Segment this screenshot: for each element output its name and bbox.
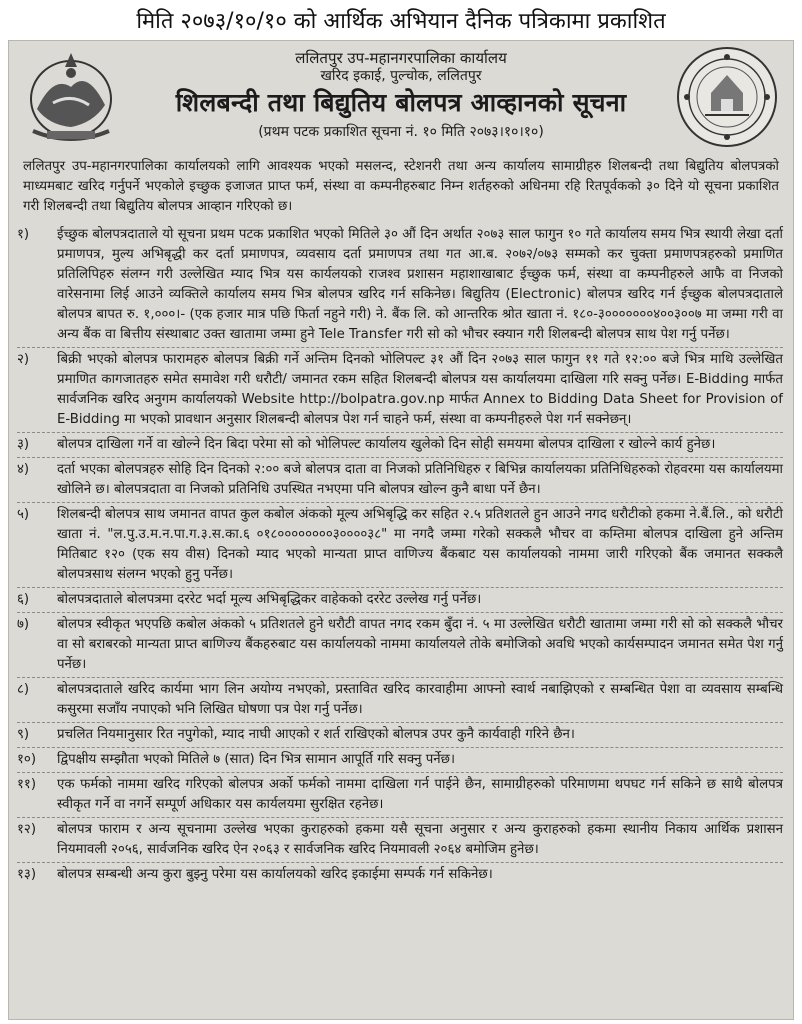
list-item	[17, 863, 783, 887]
item-number: १०)	[17, 752, 37, 767]
item-number: १)	[17, 227, 30, 242]
list-item	[17, 723, 783, 748]
list-item	[17, 773, 783, 818]
item-text: द्विपक्षीय सम्झौता भएको मितिले ७ (सात) दिन भित्र सामान आपूर्ति गरि सक्नु पर्नेछ।	[57, 752, 456, 767]
item-number: २)	[17, 352, 30, 367]
item-number: १३)	[17, 867, 37, 882]
item-number: ३)	[17, 437, 30, 452]
notice-subtitle: (प्रथम पटक प्रकाशित सूचना नं. १० मिति २०७३।१०।१०)	[258, 124, 544, 140]
item-text: प्रचलित नियमानुसार रित नपुगेको, म्याद नाघी आएको र शर्त राखिएको बोलपत्र उपर कुनै कार्यवाही गरिने छैन।	[57, 727, 575, 742]
list-item	[17, 433, 783, 458]
list-item	[17, 818, 783, 863]
item-text: बोलपत्रदाताले बोलपत्रमा दररेट भर्दा मूल्य अभिबृद्धिकर वाहेकको दररेट उल्लेख गर्नु पर्नेछ।	[57, 592, 482, 607]
item-number: ४)	[17, 462, 30, 477]
item-text: बिक्री भएको बोलपत्र फारामहरु बोलपत्र बिक्री गर्ने अन्तिम दिनको भोलिपल्ट ३१ औं दिन २०७३ साल फागुन ११ गते १२:०० बजे भित्र माथि उल्लेखित प्रमाणित कागजातहरु समेत समावेश गरी धरौटी/ जमानत रकम सहित शिलबन्दी बोलपत्र यस कार्यालयमा दाखिला गरि सक्नु पर्नेछ। E-Bidding मार्फत सार्वजनिक खरिद अनुगम कार्यालयको Website http://bolpatra.gov.np मार्फत Annex to Bidding Data Sheet for Provision of E-Bidding मा भएको प्रावधान अनुसार शिलबन्दी बोलपत्र पेश गर्न चाहने फर्म, संस्था वा कम्पनीहरुले पेश गर्न सक्नेछन्।	[57, 352, 783, 427]
item-number: ७)	[17, 617, 30, 632]
list-item	[17, 748, 783, 773]
item-number: ११)	[17, 777, 37, 792]
item-text: एक फर्मको नाममा खरिद गरिएको बोलपत्र अर्को फर्मको नाममा दाखिला गर्न पाईने छैन, सामाग्रीहरुको परिमाणमा थपघट गर्न सकिने छ साथै बोलपत्र स्वीकृत गर्ने वा नगर्ने सम्पूर्ण अधिकार यस कार्यलयमा सुरक्षित रहनेछ।	[57, 777, 783, 812]
item-text: दर्ता भएका बोलपत्रहरु सोहि दिन दिनको २:०० बजे बोलपत्र दाता वा निजको प्रतिनिधिहरु र बिभिन्न कार्यालयका प्रतिनिधिहरुको रोहवरमा यस कार्यालयमा खोलिने छ। बोलपत्रदाता वा निजको प्रतिनिधि उपस्थित नभएमा पनि बोलपत्र खोल्न कुनै बाधा पर्ने छैन।	[57, 462, 783, 497]
newspaper-notice	[8, 40, 794, 1020]
item-text: बोलपत्र फाराम र अन्य सूचनामा उल्लेख भएका कुराहरुको हकमा यसै सूचना अनुसार र अन्य कुराहरुको हकमा स्थानीय निकाय आर्थिक प्रशासन नियमावली २०५६, सार्वजनिक खरिद ऐन २०६३ र सार्वजनिक खरिद नियमावली २०६४ बमोजिम हुनेछ।	[57, 822, 784, 857]
office-name: ललितपुर उप-महानगरपालिका कार्यालय	[295, 49, 507, 67]
office-address: खरिद इकाई, पुल्चोक, ललितपुर	[320, 68, 482, 84]
list-item	[17, 678, 783, 723]
item-text: शिलबन्दी बोलपत्र साथ जमानत वापत कुल कबोल अंकको मूल्य अभिबृद्धि कर सहित २.५ प्रतिशतले हुन आउने नगद धरौटीको हकमा ने.बैं.लि., को धरौटी खाता नं. "ल.पु.उ.म.न.पा.ग.३.स.का.६ ०१८००००००००३००००३८" मा नगदै जम्मा गरेको सक्कलै भौचर वा कम्तिमा बोलपत्र दाखिला हुने अन्तिम मितिबाट १२० (एक सय वीस) दिनको म्याद भएको मान्यता प्राप्त वाणिज्य बैंकबाट यस कार्यालयको नाममा जारी गरिएको बैंक जमानत सक्कलै बोलपत्रसाथ संलग्न भएको हुनु पर्नेछ।	[57, 507, 783, 582]
publication-caption: मिति २०७३/१०/१० को आर्थिक अभियान दैनिक पत्रिकामा प्रकाशित	[0, 0, 802, 40]
list-item	[17, 223, 783, 348]
list-item	[17, 588, 783, 613]
list-item	[17, 348, 783, 433]
item-number: ८)	[17, 682, 30, 697]
item-text: बोलपत्र सम्बन्धी अन्य कुरा बुझ्नु परेमा यस कार्यालयको खरिद इकाईमा सम्पर्क गर्न सकिनेछ।	[57, 867, 493, 882]
item-text: बोलपत्र स्वीकृत भएपछि कबोल अंकको ५ प्रतिशतले हुने धरौटी वापत नगद रकम बुँदा नं. ५ मा उल्लेखित धरौटी खातामा जम्मा गरी सो को सक्कलै भौचर वा सो बराबरको मान्यता प्राप्त बाणिज्य बैंकहरुबाट यस कार्यालयको नाममा कार्यालयले तोके बमोजिको अवधि भएको कार्यसम्पादन जमानत समेत पेश गर्नु पर्नेछ।	[57, 617, 783, 672]
list-item	[17, 613, 783, 678]
item-number: ५)	[17, 507, 30, 522]
notice-intro: ललितपुर उप-महानगरपालिका कार्यालयको लागि आवश्यक भएको मसलन्द, स्टेशनरी तथा अन्य कार्यालय सामाग्रीहरु शिलबन्दी तथा बिद्युतिय बोलपत्रको माध्यमबाट खरिद गर्नुपर्ने भएकोले इच्छुक इजाजत प्राप्त फर्म, संस्था वा कम्पनीहरुबाट निम्न शर्तहरुको अधिनमा रहि रितपूर्वकको ३० दिने यो सूचना प्रकाशित गरी शिलबन्दी तथा बिद्युतिय बोलपत्र आव्हान गरिएको छ।	[23, 159, 779, 214]
notice-header	[9, 41, 793, 153]
item-number: ६)	[17, 592, 30, 607]
item-number: १२)	[17, 822, 37, 837]
item-text: बोलपत्रदाताले खरिद कार्यमा भाग लिन अयोग्य नभएको, प्रस्तावित खरिद कारवाहीमा आफ्नो स्वार्थ नबाझिएको र सम्बन्धित पेशा वा व्यवसाय सम्बन्धि कसुरमा सजाँय नपाएको भनि लिखित घोषणा पत्र पेश गर्नु पर्नेछ।	[57, 682, 783, 717]
conditions-list	[17, 223, 783, 887]
list-item	[17, 503, 783, 588]
notice-title: शिलबन्दी तथा बिद्युतिय बोलपत्र आव्हानको सूचना	[175, 88, 627, 117]
item-text: बोलपत्र दाखिला गर्ने वा खोल्ने दिन बिदा परेमा सो को भोलिपल्ट कार्यालय खुलेको दिन सोही समयमा बोलपत्र दाखिला र खोल्ने कार्य हुनेछ।	[57, 437, 716, 452]
list-item	[17, 458, 783, 503]
item-text: ईच्छुक बोलपत्रदाताले यो सूचना प्रथम पटक प्रकाशित भएको मितिले ३० औं दिन अर्थात २०७३ साल फागुन १० गते कार्यालय समय भित्र स्थायी लेखा दर्ता प्रमाणपत्र, मुल्य अभिबृद्धी कर दर्ता प्रमाणपत्र, व्यवसाय दर्ता प्रमाणपत्र तथा गत आ.ब. २०७२/०७३ सम्मको कर चुक्ता प्रमाणपत्रहरुको प्रमाणित प्रतिलिपिहरु संलग्न गरी उल्लेखित म्याद भित्र यस कार्यलयको राजश्व प्रशासन महाशाखाबाट ईच्छुक फर्म, संस्था वा कम्पनीहरुले आफै वा निजको वारेसनामा लिई आउने व्यक्तिले कार्यालय समय भित्र बोलपत्र खरिद गर्न सकिनेछ। बिद्युतिय (Electronic) बोलपत्र खरिद गर्न ईच्छुक बोलपत्रदाताले बोलपत्र बापत रु. १,०००।- (एक हजार मात्र पछि फिर्ता नहुने गरी) ने. बैंक लि. को आन्तरिक श्रोत खाता नं. १८०-३०००००००४००३००७ मा जम्मा गरी वा अन्य बैंक वा बित्तीय संस्थाबाट उक्त खातामा जम्मा हुने Tele Transfer गरी सो को भौचर स्क्यान गरी शिलबन्दी बोलपत्र साथ पेश गर्नु पर्नेछ।	[57, 227, 783, 342]
item-number: ९)	[17, 727, 30, 742]
